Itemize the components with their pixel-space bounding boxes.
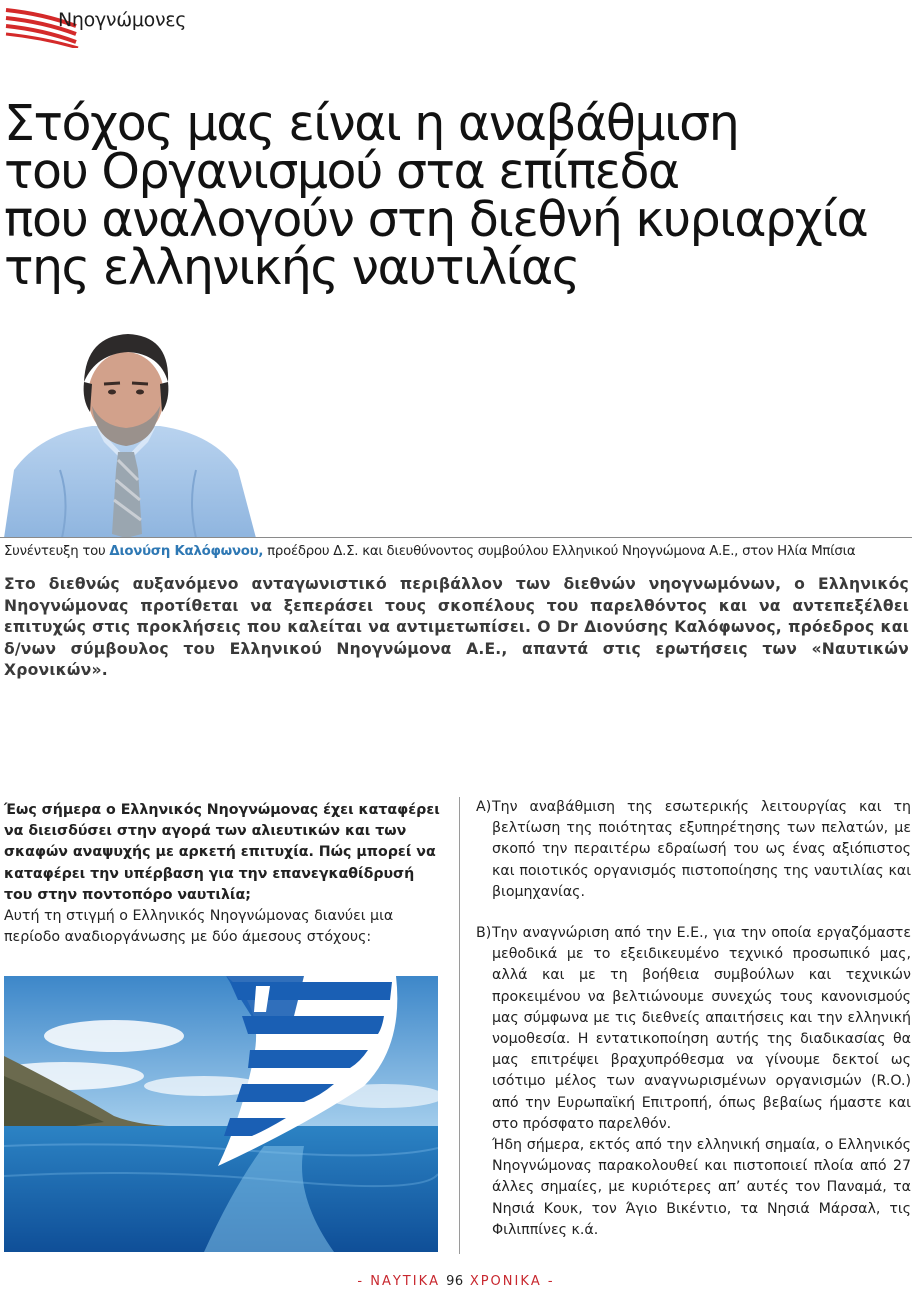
divider-line [0, 537, 912, 538]
footer-left: - ΝΑΥΤΙΚΑ [357, 1274, 440, 1289]
right-column [476, 797, 911, 1241]
title-line: που αναλογούν στη διεθνή κυριαρχία [4, 191, 868, 248]
article-title [4, 95, 884, 296]
list-item [476, 797, 911, 903]
interviewee-portrait [0, 330, 260, 538]
left-column [4, 800, 440, 948]
credit-prefix: Συνέντευξη του [4, 544, 110, 559]
article-lead: Στο διεθνώς αυξανόμενο ανταγωνιστικό περιβάλλον των διεθνών νηογνωμόνων, ο Ελληνικός Νηογνώμονας προτίθεται να ξεπεράσει τους σκοπέλους του παρελθόντος και να αντεπεξέλθει επιτυχώς στις προκλήσεις που καλείται να αντιμετωπίσει. Ο Dr Διονύσης Καλόφωνος, πρόεδρος και δ/νων σύμβουλος του Ελληνικού Νηογνώμονα Α.Ε., απαντά στις ερωτήσεις των «Ναυτικών Χρονικών». [4, 575, 909, 679]
credit-suffix: προέδρου Δ.Σ. και διευθύνοντος συμβούλου Ελληνικού Νηογνώμονα Α.Ε., στον Ηλία Μπίσια [263, 544, 856, 559]
list-item-text: Την αναβάθμιση της εσωτερικής λειτουργίας και τη βελτίωση της ποιότητας εξυπηρέτησης των πελατών, με σκοπό την περαιτέρω εδραίωσή του ως ένας αξιόπιστος και ποιοτικός οργανισμός πιστοποίησης της ναυτιλίας και βιομηχανίας. [492, 799, 911, 900]
page-footer [0, 1274, 912, 1289]
list-marker: Β) [476, 925, 492, 942]
list-item-text: Την αναγνώριση από την Ε.Ε., για την οποία εργαζόμαστε μεθοδικά με το εξειδικευμένο τεχνικό προσωπικό μας, αλλά και με τη βοήθεια συμβούλων και τεχνικών προκειμένου να βελτιώνουμε συνεχώς τους κανονισμούς μας σύμφωνα με τις διεθνείς απαιτήσεις και την ελληνική νομοθεσία. Η εντατικοποίηση αυτής της διαδικασίας θα μας επιτρέψει βραχυπρόθεσμα να γίνουμε δεκτοί ως ισότιμο μέλος των αναγνωρισμένων οργανισμών (R.O.) από την Ευρωπαϊκή Επιτροπή, όπως βεβαίως ήμαστε και στο πρόσφατο παρελθόν. [492, 925, 911, 1132]
title-line: της ελληνικής ναυτιλίας [4, 239, 579, 296]
greek-flag-sea-photo [4, 976, 438, 1252]
interview-question: Έως σήμερα ο Ελληνικός Νηογνώμονας έχει καταφέρει να διεισδύσει στην αγορά των αλιευτικών και των σκαφών αναψυχής με αρκετή επιτυχία. Πώς μπορεί να καταφέρει την υπέρβαση για την επανεγκαθίδρυσή του στην ποντοπόρο ναυτιλία; [4, 802, 440, 903]
page-number: 96 [446, 1274, 464, 1289]
section-label: Νηογνώμονες [58, 9, 187, 31]
title-line: Στόχος μας είναι η αναβάθμιση [4, 95, 739, 152]
footer-right: ΧΡΟΝΙΚΑ - [469, 1274, 555, 1289]
column-divider [459, 797, 460, 1254]
interview-credit [4, 544, 855, 559]
interviewee-name: Διονύση Καλόφωνου, [109, 544, 264, 559]
title-line: του Οργανισμού στα επίπεδα [4, 143, 679, 200]
list-item [476, 923, 911, 1135]
interview-answer: Αυτή τη στιγμή ο Ελληνικός Νηογνώμονας διανύει μια περίοδο αναδιοργάνωσης με δύο άμεσους στόχους: [4, 908, 394, 946]
list-marker: Α) [476, 799, 492, 815]
closing-paragraph: Ήδη σήμερα, εκτός από την ελληνική σημαία, ο Ελληνικός Νηογνώμονας παρακολουθεί και πιστοποιεί πλοία από 27 άλλες σημαίες, με κυριότερες απ’ αυτές τον Παναμά, τα Νησιά Κουκ, τον Άγιο Βικέντιο, τα Νησιά Μάρσαλ, τις Φιλιππίνες κ.ά. [492, 1137, 911, 1238]
